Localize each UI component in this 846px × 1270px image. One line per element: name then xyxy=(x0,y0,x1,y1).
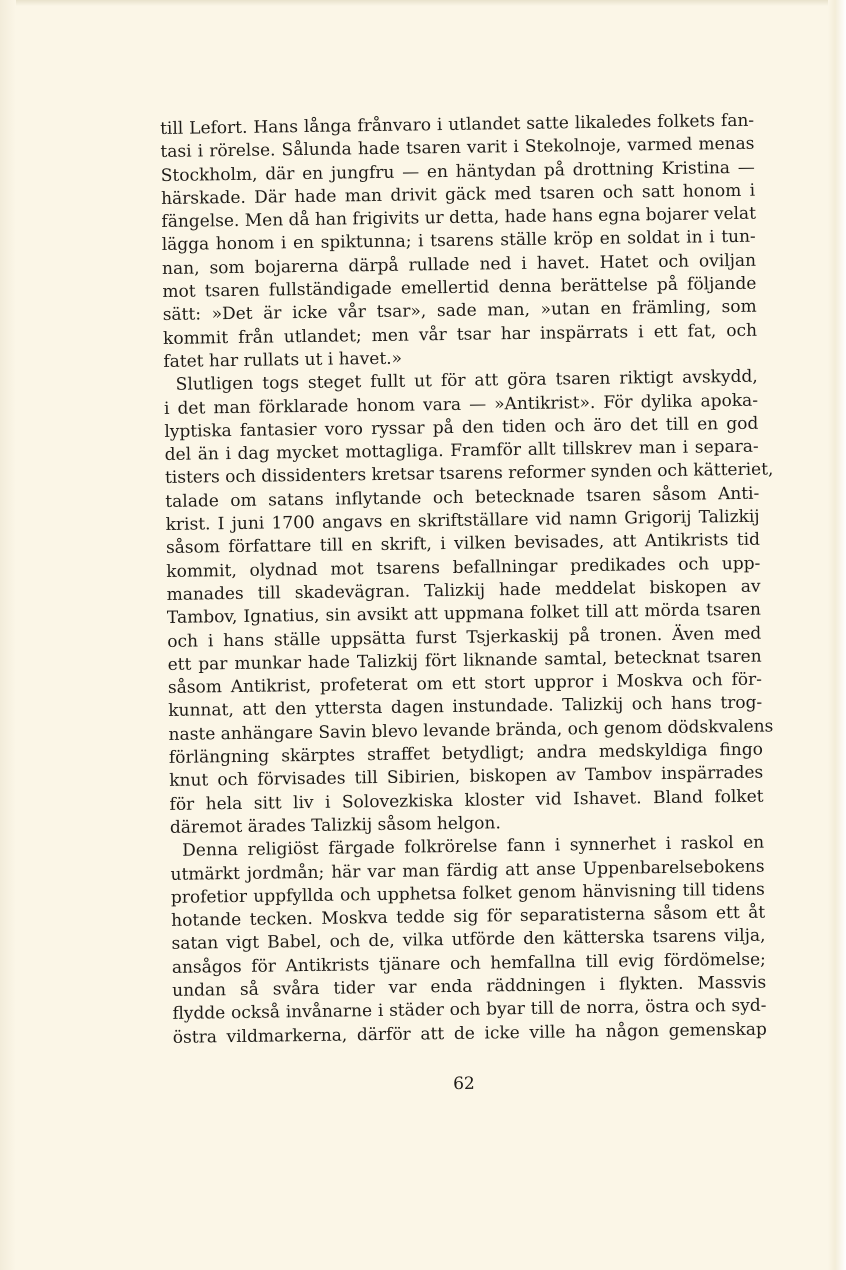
text-line: östra vildmarkerna, därför att de icke ville ha någon gemenskap xyxy=(172,1019,767,1048)
text-line: lyptiska fantasier voro ryssar på den tiden och äro det till en god xyxy=(164,413,759,442)
text-line: för hela sitt liv i Solovezkiska kloster vid Ishavet. Bland folket xyxy=(169,786,764,815)
text-line: utmärkt jordmån; här var man färdig att anse Uppenbarelsebokens xyxy=(170,856,765,885)
text-line: talade om satans inflytande och betecknade tsaren såsom Anti- xyxy=(165,483,760,512)
text-line: undan så svåra tider var enda räddningen i flykten. Massvis xyxy=(172,972,767,1001)
text-line: fängelse. Men då han frigivits ur detta, hade hans egna bojarer velat xyxy=(161,203,757,233)
text-line: till Lefort. Hans långa frånvaro i utlandet satte likaledes folkets fan- xyxy=(160,110,755,139)
text-line: härskade. Där hade man drivit gäck med tsaren och satt honom i xyxy=(160,180,756,209)
text-line: Tambov, Ignatius, sin avsikt att uppmana folket till att mörda tsaren xyxy=(166,599,762,629)
text-line: förlängning skärptes straffet betydligt; andra medskyldiga fingo xyxy=(168,739,764,768)
page-right-edge xyxy=(828,0,846,1270)
text-line: kommit från utlandet; men vår tsar har inspärrats i ett fat, och xyxy=(162,320,758,349)
text-line: lägga honom i en spiktunna; i tsarens ställe kröp en soldat in i tun- xyxy=(161,227,756,256)
text-line: Stockholm, där en jungfru — en häntydan på drottning Kristina — xyxy=(160,157,755,186)
text-line: ansågos för Antikrists tjänare och hemfallna till evig fördömelse; xyxy=(171,949,766,978)
text-line: satan vigt Babel, och de, vilka utförde den kätterska tsarens vilja, xyxy=(171,926,766,955)
page-top-shadow xyxy=(0,0,846,6)
text-line: tisters och dissidenters kretsar tsarens reformer synden och kätteriet, xyxy=(164,459,774,489)
text-line: sätt: »Det är icke vår tsar», sade man, »utan en främling, som xyxy=(162,297,757,326)
text-line: nan, som bojarerna därpå rullade ned i havet. Hatet och oviljan xyxy=(161,250,757,279)
text-line: krist. I juni 1700 angavs en skriftställare vid namn Grigorij Talizkij xyxy=(165,506,760,536)
text-line: fatet har rullats ut i havet.» xyxy=(163,348,403,372)
text-line: naste anhängare Savin blevo levande brända, och genom dödskvalens xyxy=(168,716,774,745)
text-line: knut och förvisades till Sibirien, biskopen av Tambov inspärrades xyxy=(169,762,764,792)
text-line: i det man förklarade honom vara — »Antikrist». För dylika apoka- xyxy=(163,390,759,419)
text-line: däremot ärades Talizkij såsom helgon. xyxy=(169,813,501,838)
body-text xyxy=(160,110,774,1050)
text-line: del än i dag mycket mottagliga. Framför allt tillskrev man i separa- xyxy=(164,436,759,466)
text-line: ett par munkar hade Talizkij fört liknande samtal, betecknat tsaren xyxy=(167,646,762,675)
page-number: 62 xyxy=(453,1073,475,1095)
text-line: mot tsaren fullständigade emellertid denna berättelse på följande xyxy=(162,273,757,303)
text-line: hotande tecken. Moskva tedde sig för separatisterna såsom ett åt xyxy=(171,902,766,932)
text-line: kommit, olydnad mot tsarens befallningar predikades och upp- xyxy=(166,553,761,582)
text-line: Denna religiöst färgade folkrörelse fann i synnerhet i raskol en xyxy=(182,832,765,861)
text-line: kunnat, att den yttersta dagen instundade. Talizkij och hans trog- xyxy=(168,693,763,722)
text-line: Slutligen togs steget fullt ut för att göra tsaren riktigt avskydd, xyxy=(175,366,758,396)
text-line: såsom Antikrist, profeterat om ett stort uppror i Moskva och för- xyxy=(167,669,763,699)
text-line: profetior uppfyllda och upphetsa folket genom hänvisning till tidens xyxy=(170,879,765,908)
text-line: och i hans ställe uppsätta furst Tsjerkaskij på tronen. Även med xyxy=(167,623,762,652)
page-left-shadow xyxy=(0,0,16,1270)
text-line: flydde också invånarne i städer och byar till de norra, östra och syd- xyxy=(172,995,767,1025)
text-line: manades till skadevägran. Talizkij hade meddelat biskopen av xyxy=(166,576,761,605)
text-line: såsom författare till en skrift, i vilken bevisades, att Antikrists tid xyxy=(165,530,761,559)
text-line: tasi i rörelse. Sålunda hade tsaren varit i Stekolnoje, varmed menas xyxy=(160,134,755,163)
